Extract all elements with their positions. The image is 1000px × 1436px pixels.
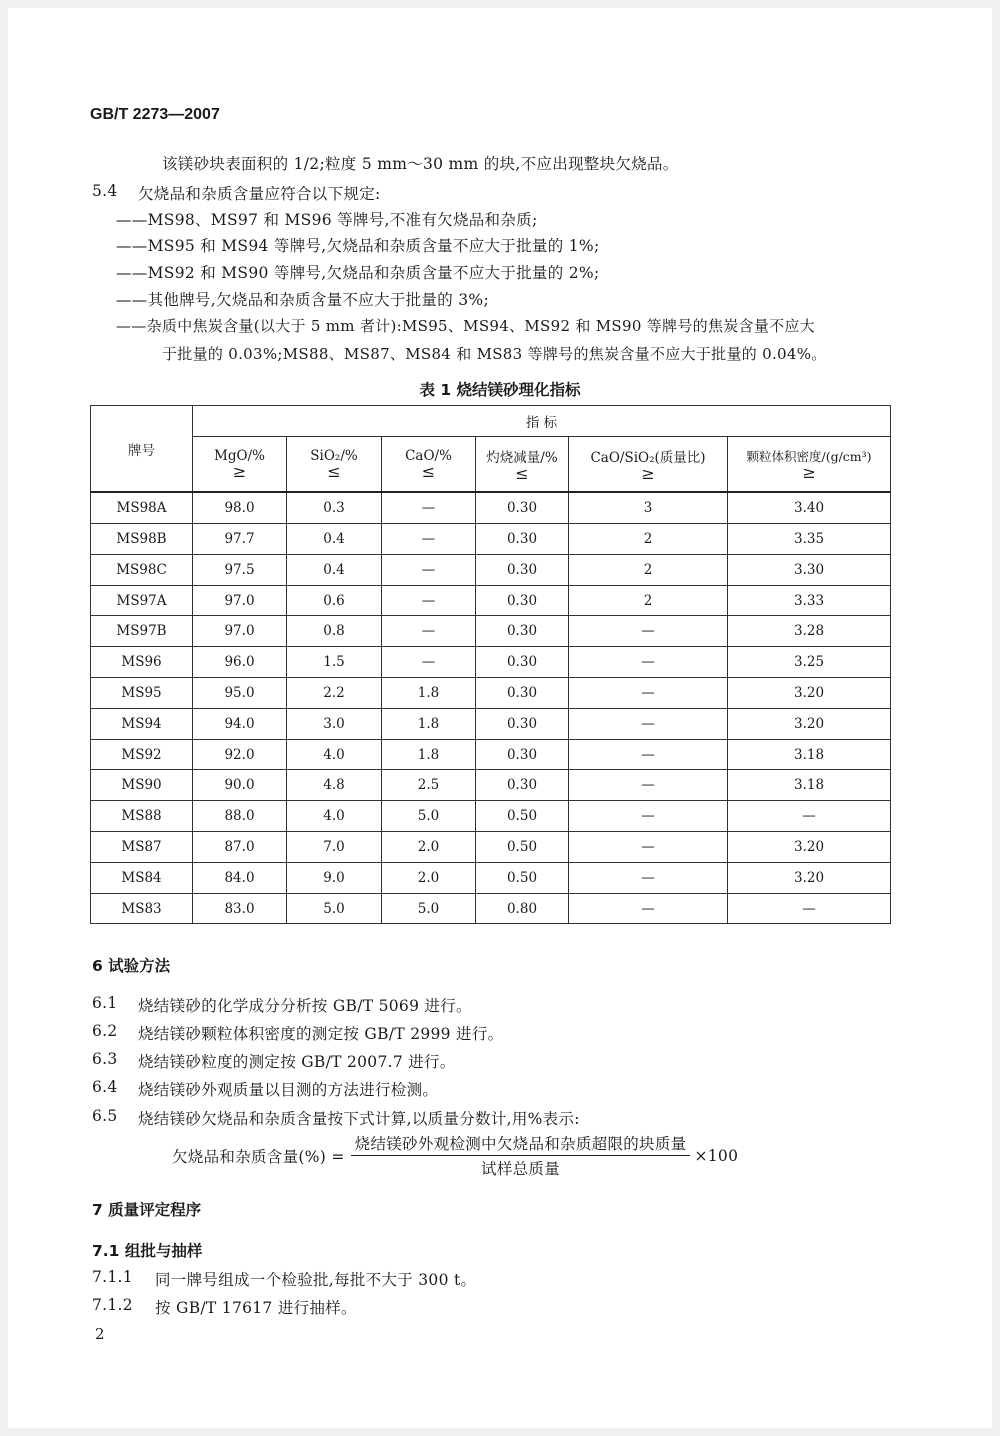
value-cell: 97.0	[193, 616, 287, 647]
table-caption: 表 1 烧结镁砂理化指标	[419, 381, 581, 399]
value-cell: 0.80	[476, 893, 569, 924]
value-cell: 3.40	[728, 492, 891, 523]
brand-cell: MS84	[91, 862, 193, 893]
brand-cell: MS96	[91, 647, 193, 678]
continuation-paragraph: 该镁砂块表面积的 1/2;粒度 5 mm～30 mm 的块,不应出现整块欠烧品。	[162, 155, 679, 173]
clause-number: 6.1	[92, 994, 118, 1012]
value-cell: 3.33	[728, 585, 891, 616]
value-cell: 0.30	[476, 616, 569, 647]
section-7-heading: 7 质量评定程序	[92, 1201, 202, 1219]
value-cell: 1.8	[382, 739, 476, 770]
clause-text: 烧结镁砂颗粒体积密度的测定按 GB/T 2999 进行。	[138, 1025, 504, 1043]
value-cell: —	[569, 678, 728, 709]
page-number: 2	[95, 1325, 105, 1343]
value-cell: 1.8	[382, 708, 476, 739]
value-cell: 3.35	[728, 524, 891, 555]
value-cell: 3	[569, 492, 728, 523]
value-cell: —	[569, 708, 728, 739]
table-row	[91, 739, 891, 770]
value-cell: —	[382, 524, 476, 555]
value-cell: 0.30	[476, 554, 569, 585]
clause-5-4-item: ——MS98、MS97 和 MS96 等牌号,不准有欠烧品和杂质;	[116, 211, 538, 229]
value-cell: 1.8	[382, 678, 476, 709]
value-cell: 97.5	[193, 554, 287, 585]
value-cell: 4.0	[287, 739, 382, 770]
column-header-sio2: SiO₂/% ≤	[287, 436, 382, 492]
value-cell: 4.0	[287, 801, 382, 832]
value-cell: 3.20	[728, 678, 891, 709]
value-cell: 3.18	[728, 770, 891, 801]
clause-5-4-item-continuation: 于批量的 0.03%;MS88、MS87、MS84 和 MS83 等牌号的焦炭含量不应大于批量的 0.04%。	[162, 345, 827, 363]
value-cell: 0.30	[476, 585, 569, 616]
value-cell: 2.0	[382, 832, 476, 863]
formula-factor: ×100	[694, 1146, 739, 1165]
value-cell: 5.0	[382, 801, 476, 832]
clause-text: 按 GB/T 17617 进行抽样。	[155, 1299, 357, 1317]
table-row	[91, 554, 891, 585]
value-cell: 84.0	[193, 862, 287, 893]
formula-lhs: 欠烧品和杂质含量(%) =	[172, 1147, 345, 1166]
value-cell: 87.0	[193, 832, 287, 863]
value-cell: 95.0	[193, 678, 287, 709]
brand-cell: MS94	[91, 708, 193, 739]
brand-cell: MS98B	[91, 524, 193, 555]
clause-number: 6.3	[92, 1050, 118, 1068]
table-row	[91, 862, 891, 893]
value-cell: —	[569, 832, 728, 863]
value-cell: 3.25	[728, 647, 891, 678]
value-cell: —	[569, 739, 728, 770]
brand-cell: MS83	[91, 893, 193, 924]
column-header-cao: CaO/% ≤	[382, 436, 476, 492]
brand-cell: MS98A	[91, 492, 193, 523]
value-cell: —	[569, 770, 728, 801]
value-cell: 3.18	[728, 739, 891, 770]
formula-fraction	[351, 1132, 691, 1179]
value-cell: 0.30	[476, 708, 569, 739]
value-cell: 0.50	[476, 832, 569, 863]
clause-text: 烧结镁砂粒度的测定按 GB/T 2007.7 进行。	[138, 1053, 456, 1071]
value-cell: —	[382, 585, 476, 616]
value-cell: 0.4	[287, 554, 382, 585]
table-row	[91, 616, 891, 647]
value-cell: —	[569, 893, 728, 924]
indicator-group-header: 指 标	[193, 406, 891, 437]
value-cell: 2.2	[287, 678, 382, 709]
column-header-cao-sio2: CaO/SiO₂(质量比) ≥	[569, 436, 728, 492]
impurity-formula	[172, 1132, 738, 1179]
clause-5-4-item: ——杂质中焦炭含量(以大于 5 mm 者计):MS95、MS94、MS92 和 MS90 等牌号的焦炭含量不应大	[116, 317, 816, 335]
clause-5-4-item: ——MS92 和 MS90 等牌号,欠烧品和杂质含量不应大于批量的 2%;	[116, 264, 600, 282]
value-cell: 3.30	[728, 554, 891, 585]
clause-text: 烧结镁砂的化学成分分析按 GB/T 5069 进行。	[138, 997, 472, 1015]
section-7-1-heading: 7.1 组批与抽样	[92, 1242, 203, 1260]
clause-5-4-title: 欠烧品和杂质含量应符合以下规定:	[138, 185, 381, 203]
value-cell: —	[569, 616, 728, 647]
clause-number: 7.1.1	[92, 1268, 133, 1286]
value-cell: 0.30	[476, 492, 569, 523]
value-cell: 98.0	[193, 492, 287, 523]
value-cell: 0.4	[287, 524, 382, 555]
column-header-mgo: MgO/% ≥	[193, 436, 287, 492]
clause-number: 6.2	[92, 1022, 118, 1040]
value-cell: 4.8	[287, 770, 382, 801]
clause-number: 6.4	[92, 1078, 118, 1096]
value-cell: 0.6	[287, 585, 382, 616]
value-cell: —	[728, 801, 891, 832]
clause-number: 6.5	[92, 1107, 118, 1125]
clause-text: 烧结镁砂欠烧品和杂质含量按下式计算,以质量分数计,用%表示:	[138, 1110, 580, 1128]
clause-5-4-item: ——其他牌号,欠烧品和杂质含量不应大于批量的 3%;	[116, 291, 489, 309]
value-cell: 3.20	[728, 708, 891, 739]
value-cell: 92.0	[193, 739, 287, 770]
value-cell: —	[382, 647, 476, 678]
value-cell: 2.5	[382, 770, 476, 801]
brand-cell: MS92	[91, 739, 193, 770]
brand-cell: MS95	[91, 678, 193, 709]
value-cell: 5.0	[287, 893, 382, 924]
value-cell: —	[569, 647, 728, 678]
value-cell: —	[569, 862, 728, 893]
value-cell: 3.28	[728, 616, 891, 647]
value-cell: 0.30	[476, 770, 569, 801]
value-cell: 3.20	[728, 832, 891, 863]
brand-cell: MS90	[91, 770, 193, 801]
brand-cell: MS88	[91, 801, 193, 832]
clause-5-4-number: 5.4	[92, 182, 118, 200]
clause-text: 烧结镁砂外观质量以目测的方法进行检测。	[138, 1081, 439, 1099]
value-cell: 2	[569, 524, 728, 555]
value-cell: 0.50	[476, 862, 569, 893]
column-header-loi: 灼烧减量/% ≤	[476, 436, 569, 492]
value-cell: 0.30	[476, 678, 569, 709]
table-row	[91, 770, 891, 801]
value-cell: 97.0	[193, 585, 287, 616]
value-cell: 0.3	[287, 492, 382, 523]
clause-number: 7.1.2	[92, 1296, 133, 1314]
table-row	[91, 801, 891, 832]
value-cell: 90.0	[193, 770, 287, 801]
value-cell: 1.5	[287, 647, 382, 678]
value-cell: 97.7	[193, 524, 287, 555]
table-row	[91, 492, 891, 523]
value-cell: 5.0	[382, 893, 476, 924]
brand-cell: MS98C	[91, 554, 193, 585]
value-cell: 0.8	[287, 616, 382, 647]
value-cell: 83.0	[193, 893, 287, 924]
table-row	[91, 678, 891, 709]
value-cell: —	[728, 893, 891, 924]
table-row	[91, 647, 891, 678]
clause-text: 同一牌号组成一个检验批,每批不大于 300 t。	[155, 1271, 477, 1289]
value-cell: 3.0	[287, 708, 382, 739]
value-cell: 2.0	[382, 862, 476, 893]
formula-denominator: 试样总质量	[481, 1160, 561, 1178]
value-cell: 96.0	[193, 647, 287, 678]
table-row	[91, 585, 891, 616]
value-cell: 3.20	[728, 862, 891, 893]
value-cell: —	[382, 616, 476, 647]
table-row	[91, 893, 891, 924]
value-cell: 7.0	[287, 832, 382, 863]
value-cell: —	[569, 801, 728, 832]
brand-header-cell: 牌号	[91, 406, 193, 493]
value-cell: 0.30	[476, 739, 569, 770]
table-row	[91, 524, 891, 555]
value-cell: 0.50	[476, 801, 569, 832]
clause-5-4-item: ——MS95 和 MS94 等牌号,欠烧品和杂质含量不应大于批量的 1%;	[116, 237, 600, 255]
brand-cell: MS97A	[91, 585, 193, 616]
section-6-heading: 6 试验方法	[92, 957, 171, 975]
value-cell: 88.0	[193, 801, 287, 832]
value-cell: 2	[569, 585, 728, 616]
table-row	[91, 832, 891, 863]
brand-cell: MS97B	[91, 616, 193, 647]
value-cell: —	[382, 492, 476, 523]
value-cell: —	[382, 554, 476, 585]
standard-code-header: GB/T 2273—2007	[90, 106, 220, 123]
value-cell: 0.30	[476, 524, 569, 555]
formula-numerator: 烧结镁砂外观检测中欠烧品和杂质超限的块质量	[351, 1132, 691, 1156]
table-row	[91, 708, 891, 739]
value-cell: 0.30	[476, 647, 569, 678]
value-cell: 94.0	[193, 708, 287, 739]
value-cell: 2	[569, 554, 728, 585]
properties-table	[90, 405, 891, 924]
column-header-bulk-density: 颗粒体积密度/(g/cm³) ≥	[728, 436, 891, 492]
brand-cell: MS87	[91, 832, 193, 863]
value-cell: 9.0	[287, 862, 382, 893]
